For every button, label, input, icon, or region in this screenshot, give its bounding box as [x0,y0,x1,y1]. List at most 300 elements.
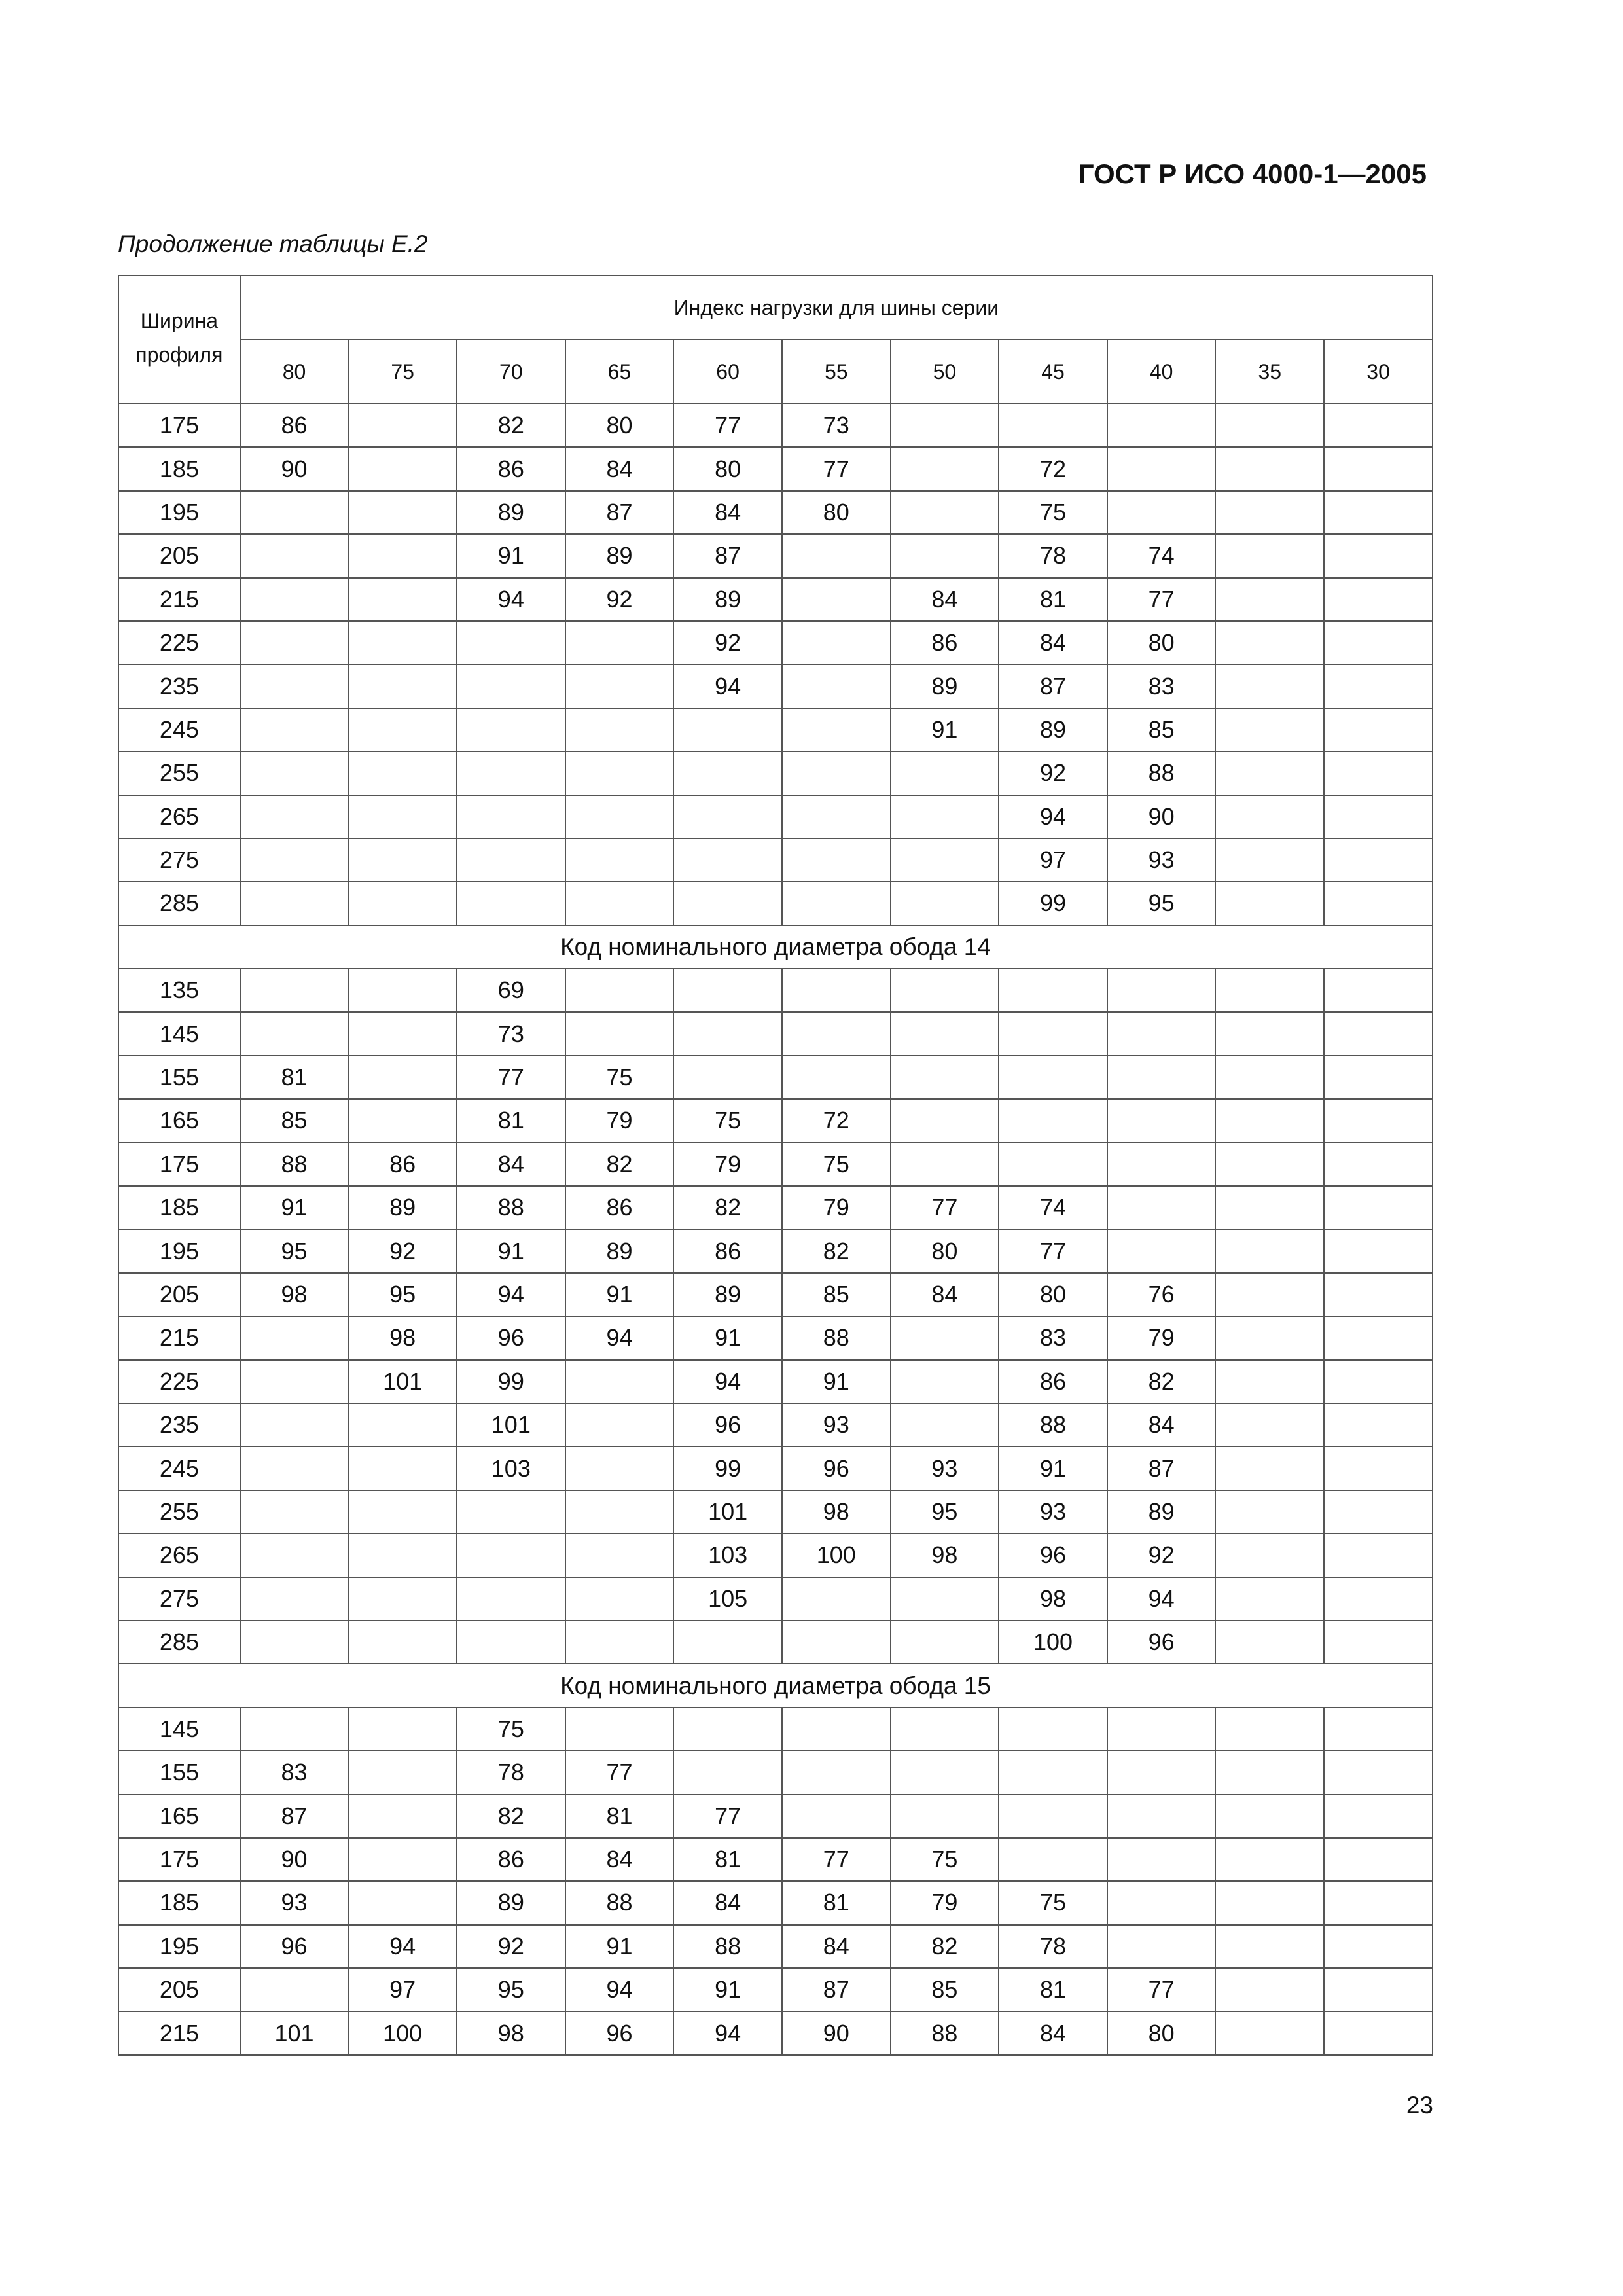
load-index-cell [1324,1795,1433,1838]
load-index-cell: 89 [348,1186,457,1229]
load-index-cell: 98 [240,1273,349,1316]
width-cell: 185 [118,1881,240,1924]
load-index-cell: 95 [348,1273,457,1316]
load-index-cell: 84 [565,1838,674,1881]
load-index-cell [240,1360,349,1403]
table-header-row [118,276,1433,340]
load-index-cell [1324,882,1433,925]
width-cell: 195 [118,1925,240,1968]
load-index-cell: 86 [240,404,349,447]
load-index-cell [673,1621,782,1664]
load-index-cell [673,1012,782,1055]
section-title: Код номинального диаметра обода 14 [118,925,1433,969]
width-cell: 155 [118,1751,240,1794]
load-index-cell [348,969,457,1012]
load-index-cell [1215,447,1324,490]
load-index-cell: 89 [457,491,565,534]
load-index-cell [348,1795,457,1838]
load-index-cell [348,1446,457,1490]
load-index-cell [673,1751,782,1794]
load-index-cell: 86 [891,621,999,664]
load-index-cell: 72 [999,447,1107,490]
load-index-cell [1215,534,1324,577]
load-index-cell: 89 [999,708,1107,751]
width-cell: 205 [118,534,240,577]
load-index-cell [1215,621,1324,664]
load-index-cell [1215,1838,1324,1881]
load-index-cell [1215,491,1324,534]
load-index-cell [348,1708,457,1751]
load-index-cell: 105 [673,1577,782,1621]
load-index-cell [1324,1621,1433,1664]
table-row [118,1577,1433,1621]
load-index-cell [782,969,891,1012]
load-index-cell: 78 [999,534,1107,577]
load-index-cell: 98 [782,1490,891,1534]
load-index-cell: 89 [457,1881,565,1924]
load-index-cell [1324,708,1433,751]
load-index-cell [457,664,565,708]
load-index-cell: 79 [673,1143,782,1186]
load-index-cell: 93 [891,1446,999,1490]
load-index-cell [1215,1316,1324,1359]
load-index-cell [782,664,891,708]
load-index-cell [348,534,457,577]
table-row [118,1099,1433,1142]
load-index-cell [891,1751,999,1794]
table-row [118,1273,1433,1316]
load-index-cell [1215,1621,1324,1664]
load-index-cell [240,1316,349,1359]
load-index-cell: 74 [1107,534,1216,577]
load-index-cell: 86 [565,1186,674,1229]
load-index-cell [1215,1229,1324,1272]
load-index-cell [1215,1577,1324,1621]
load-index-cell [348,708,457,751]
load-index-cell: 82 [565,1143,674,1186]
load-index-cell [782,751,891,795]
load-index-cell [1324,2011,1433,2054]
load-index-cell [457,1621,565,1664]
load-index-cell [999,1838,1107,1881]
load-index-cell: 88 [240,1143,349,1186]
load-index-cell [348,404,457,447]
series-header-cell: 45 [999,340,1107,404]
load-index-cell [1107,404,1216,447]
load-index-cell [782,795,891,838]
load-index-cell [891,1360,999,1403]
load-index-cell: 91 [240,1186,349,1229]
load-index-cell [1107,1881,1216,1924]
width-cell: 255 [118,1490,240,1534]
load-index-cell: 94 [673,1360,782,1403]
width-cell: 265 [118,795,240,838]
load-index-cell [1324,1446,1433,1490]
load-index-cell: 85 [891,1968,999,2011]
load-index-cell: 93 [1107,838,1216,882]
width-cell: 265 [118,1534,240,1577]
load-index-cell: 81 [782,1881,891,1924]
load-index-cell [1324,1577,1433,1621]
load-index-cell: 99 [457,1360,565,1403]
load-index-cell: 75 [673,1099,782,1142]
load-index-cell [348,1403,457,1446]
load-index-cell: 94 [673,664,782,708]
load-index-cell: 92 [457,1925,565,1968]
load-index-cell [565,795,674,838]
load-index-cell [782,1577,891,1621]
load-index-cell [457,751,565,795]
load-index-cell [1324,751,1433,795]
table-row [118,1229,1433,1272]
load-index-cell [240,882,349,925]
load-index-cell [457,621,565,664]
load-index-cell [1215,1446,1324,1490]
load-index-cell [1324,1186,1433,1229]
load-index-cell [565,1446,674,1490]
load-index-cell [1215,1751,1324,1794]
load-index-cell: 91 [565,1273,674,1316]
load-index-cell: 95 [891,1490,999,1534]
load-index-cell [1324,664,1433,708]
load-index-cell: 98 [457,2011,565,2054]
load-index-cell [1215,751,1324,795]
table-row [118,534,1433,577]
table-row [118,1621,1433,1664]
load-index-cell [782,1751,891,1794]
load-index-cell: 100 [999,1621,1107,1664]
load-index-cell [891,1316,999,1359]
width-cell: 235 [118,1403,240,1446]
load-index-cell: 95 [240,1229,349,1272]
load-index-cell [1107,1708,1216,1751]
load-index-cell: 91 [891,708,999,751]
load-index-cell: 96 [782,1446,891,1490]
load-index-cell [565,882,674,925]
load-index-cell [1324,534,1433,577]
load-index-cell: 92 [1107,1534,1216,1577]
load-index-cell [240,795,349,838]
load-index-cell [348,751,457,795]
load-index-cell: 91 [457,1229,565,1272]
load-index-cell [1215,2011,1324,2054]
load-index-cell [782,1012,891,1055]
table-row [118,578,1433,621]
load-index-cell [240,1577,349,1621]
load-index-group-header: Индекс нагрузки для шины серии [240,276,1433,340]
load-index-cell [1324,1099,1433,1142]
load-index-cell [240,491,349,534]
table-row [118,1012,1433,1055]
load-index-cell [673,882,782,925]
load-index-cell [348,1056,457,1099]
load-index-cell [1324,838,1433,882]
load-index-cell: 86 [457,447,565,490]
load-index-cell: 89 [891,664,999,708]
load-index-cell: 87 [1107,1446,1216,1490]
load-index-cell: 91 [673,1968,782,2011]
load-index-cell [1324,1708,1433,1751]
table-row [118,1316,1433,1359]
load-index-cell [457,795,565,838]
width-cell: 155 [118,1056,240,1099]
load-index-cell: 84 [673,491,782,534]
load-index-cell: 101 [457,1403,565,1446]
load-index-cell [891,404,999,447]
load-index-cell [782,1056,891,1099]
table-row [118,708,1433,751]
load-index-cell [348,1012,457,1055]
load-index-cell: 99 [673,1446,782,1490]
load-index-cell [1324,1925,1433,1968]
load-index-cell [240,1446,349,1490]
load-index-cell: 84 [782,1925,891,1968]
load-index-cell [240,969,349,1012]
load-index-cell [240,1012,349,1055]
load-index-cell [999,1056,1107,1099]
load-index-cell [999,1099,1107,1142]
series-header-cell: 30 [1324,340,1433,404]
load-index-cell: 75 [565,1056,674,1099]
load-index-cell: 72 [782,1099,891,1142]
table-row [118,1143,1433,1186]
load-index-cell: 79 [782,1186,891,1229]
load-index-cell [240,534,349,577]
series-header-row [118,340,1433,404]
width-cell: 215 [118,1316,240,1359]
load-index-cell: 101 [348,1360,457,1403]
load-index-cell: 92 [999,751,1107,795]
load-index-cell: 86 [457,1838,565,1881]
load-index-cell: 89 [673,1273,782,1316]
load-index-cell: 85 [1107,708,1216,751]
load-index-cell: 90 [782,2011,891,2054]
load-index-cell [891,1143,999,1186]
load-index-cell [1107,1186,1216,1229]
width-cell: 175 [118,1838,240,1881]
load-index-cell [1215,1273,1324,1316]
load-index-cell: 69 [457,969,565,1012]
load-index-cell [240,578,349,621]
section-row [118,925,1433,969]
load-index-cell [1324,578,1433,621]
load-index-cell: 91 [565,1925,674,1968]
load-index-cell [1215,578,1324,621]
load-index-cell: 80 [673,447,782,490]
table-row [118,838,1433,882]
table-row [118,1186,1433,1229]
load-index-cell [348,1881,457,1924]
load-index-cell [565,708,674,751]
table-row [118,1968,1433,2011]
load-index-cell: 76 [1107,1273,1216,1316]
load-index-cell: 77 [673,404,782,447]
page-number: 23 [1406,2092,1433,2119]
load-index-cell [348,1621,457,1664]
load-index-cell: 81 [240,1056,349,1099]
load-index-cell [999,1708,1107,1751]
load-index-cell [1107,491,1216,534]
load-index-cell [1324,1751,1433,1794]
load-index-cell [1324,621,1433,664]
load-index-cell [1215,708,1324,751]
load-index-cell: 77 [1107,578,1216,621]
load-index-cell [348,1490,457,1534]
load-index-cell [1107,447,1216,490]
series-header-cell: 60 [673,340,782,404]
load-index-cell [565,1012,674,1055]
load-index-cell [1215,1012,1324,1055]
load-index-cell [1215,1490,1324,1534]
load-index-cell: 81 [673,1838,782,1881]
load-index-cell: 87 [782,1968,891,2011]
load-index-cell: 96 [240,1925,349,1968]
load-index-cell: 84 [457,1143,565,1186]
load-index-cell: 80 [1107,621,1216,664]
load-index-cell: 88 [782,1316,891,1359]
load-index-cell [891,1621,999,1664]
load-index-cell: 80 [565,404,674,447]
load-index-cell [565,664,674,708]
load-index-cell: 89 [1107,1490,1216,1534]
width-cell: 145 [118,1708,240,1751]
width-cell: 145 [118,1012,240,1055]
load-index-cell: 81 [457,1099,565,1142]
width-cell: 215 [118,2011,240,2054]
load-index-cell [1324,1316,1433,1359]
load-index-cell: 93 [782,1403,891,1446]
load-index-cell: 88 [891,2011,999,2054]
load-index-cell [1215,1099,1324,1142]
load-index-cell [891,882,999,925]
load-index-cell [1324,404,1433,447]
width-cell: 175 [118,404,240,447]
load-index-cell [457,1490,565,1534]
width-cell: 245 [118,1446,240,1490]
table-row [118,1490,1433,1534]
load-index-cell [782,1708,891,1751]
load-index-cell [565,1490,674,1534]
load-index-cell [1215,1925,1324,1968]
load-index-cell [457,838,565,882]
load-index-cell [1215,1143,1324,1186]
load-index-cell [1215,1795,1324,1838]
load-index-cell [1324,1056,1433,1099]
load-index-cell: 83 [1107,664,1216,708]
width-cell: 275 [118,1577,240,1621]
load-index-cell: 82 [1107,1360,1216,1403]
load-index-cell: 94 [999,795,1107,838]
load-index-cell [348,621,457,664]
load-index-cell: 81 [999,578,1107,621]
load-index-cell [240,1403,349,1446]
table-row [118,664,1433,708]
load-index-cell [891,1795,999,1838]
load-index-cell: 96 [565,2011,674,2054]
table-row [118,1056,1433,1099]
load-index-cell: 97 [348,1968,457,2011]
load-index-cell [782,708,891,751]
width-cell: 225 [118,1360,240,1403]
load-index-cell: 82 [457,404,565,447]
load-index-cell: 82 [673,1186,782,1229]
load-index-cell: 89 [565,534,674,577]
width-cell: 275 [118,838,240,882]
load-index-cell: 75 [999,1881,1107,1924]
load-index-cell [565,838,674,882]
load-index-cell: 77 [999,1229,1107,1272]
load-index-cell [1324,1012,1433,1055]
table-row [118,882,1433,925]
load-index-cell [1215,404,1324,447]
load-index-cell [348,664,457,708]
load-index-cell: 92 [348,1229,457,1272]
load-index-cell: 77 [457,1056,565,1099]
load-index-cell: 90 [240,1838,349,1881]
load-index-cell: 87 [999,664,1107,708]
load-index-cell [673,751,782,795]
load-index-cell [348,1751,457,1794]
load-index-cell [348,882,457,925]
load-index-cell: 75 [782,1143,891,1186]
load-index-cell [1324,795,1433,838]
load-index-cell: 91 [673,1316,782,1359]
load-index-cell: 94 [457,1273,565,1316]
load-index-cell: 96 [999,1534,1107,1577]
load-index-cell [673,969,782,1012]
load-index-cell: 84 [999,2011,1107,2054]
load-index-cell: 82 [457,1795,565,1838]
load-index-cell [891,969,999,1012]
width-cell: 195 [118,1229,240,1272]
load-index-cell: 103 [457,1446,565,1490]
load-index-cell: 84 [565,447,674,490]
load-index-cell: 75 [457,1708,565,1751]
load-index-cell [1324,1229,1433,1272]
load-index-cell [891,795,999,838]
load-index-cell [782,838,891,882]
load-index-cell: 103 [673,1534,782,1577]
table-row [118,795,1433,838]
load-index-cell: 84 [999,621,1107,664]
load-index-cell [1215,1360,1324,1403]
load-index-cell: 96 [457,1316,565,1359]
width-cell: 215 [118,578,240,621]
table-row [118,1751,1433,1794]
load-index-cell: 96 [673,1403,782,1446]
load-index-cell: 90 [1107,795,1216,838]
load-index-cell: 82 [782,1229,891,1272]
width-cell: 235 [118,664,240,708]
width-cell: 205 [118,1273,240,1316]
load-index-cell: 79 [565,1099,674,1142]
table-row [118,751,1433,795]
table-row [118,621,1433,664]
load-index-cell: 85 [782,1273,891,1316]
load-index-cell [891,1577,999,1621]
load-index-cell [673,1056,782,1099]
load-index-cell: 83 [240,1751,349,1794]
width-cell: 185 [118,447,240,490]
load-index-cell: 91 [457,534,565,577]
load-index-cell: 94 [673,2011,782,2054]
load-index-cell: 89 [565,1229,674,1272]
load-index-cell: 77 [891,1186,999,1229]
load-index-cell [782,534,891,577]
load-index-cell: 94 [1107,1577,1216,1621]
table-row [118,447,1433,490]
table-row [118,404,1433,447]
